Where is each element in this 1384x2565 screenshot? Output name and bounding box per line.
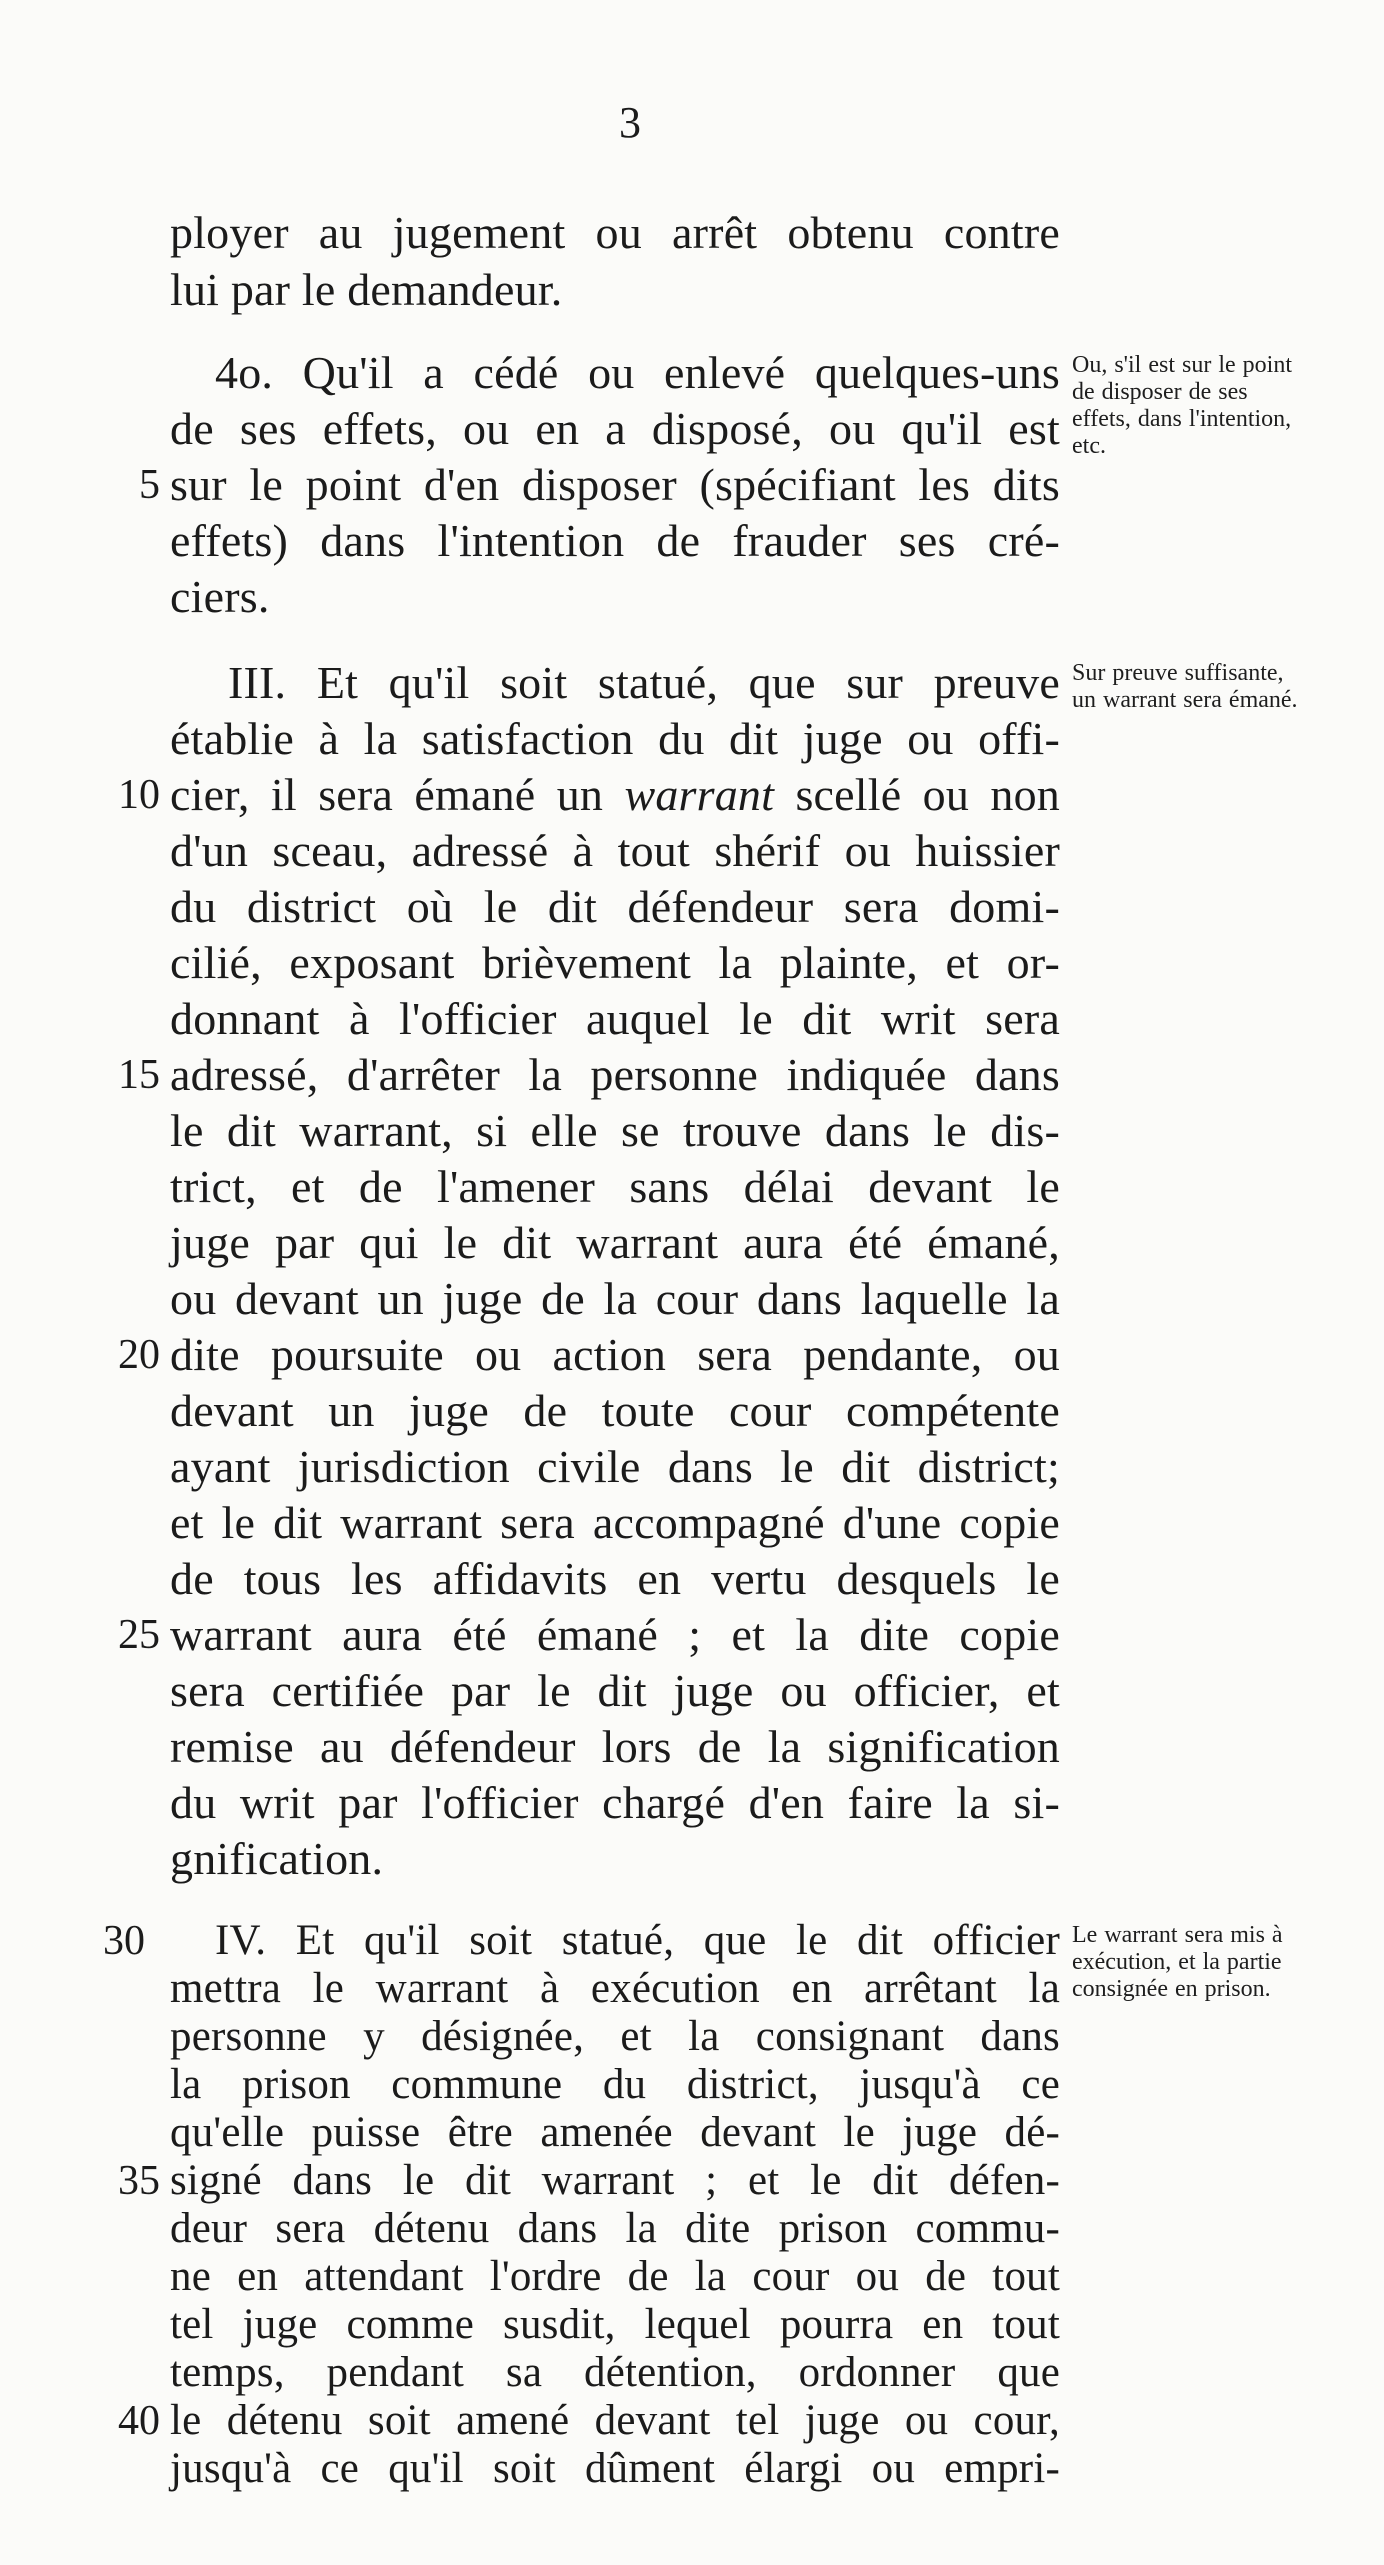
line-number: 30 bbox=[103, 1918, 145, 1964]
text-line: le détenu soit amené devant tel juge ou cour, bbox=[170, 2397, 1060, 2444]
text-line: devant un juge de toute cour compétente bbox=[170, 1385, 1060, 1436]
text-line: deur sera détenu dans la dite prison commu- bbox=[170, 2205, 1060, 2252]
text-line: dite poursuite ou action sera pendante, ou bbox=[170, 1329, 1060, 1380]
line-number: 35 bbox=[118, 2158, 160, 2204]
page-number: 3 bbox=[619, 98, 641, 147]
text-line: lui par le demandeur. bbox=[170, 264, 563, 315]
text-line: jusqu'à ce qu'il soit dûment élargi ou empri- bbox=[170, 2445, 1060, 2492]
text-line: et le dit warrant sera accompagné d'une copie bbox=[170, 1497, 1060, 1548]
text-line: d'un sceau, adressé à tout shérif ou huissier bbox=[170, 825, 1060, 876]
text-line: gnification. bbox=[170, 1833, 384, 1884]
text-line: la prison commune du district, jusqu'à ce bbox=[170, 2061, 1060, 2108]
text-line: signé dans le dit warrant ; et le dit défen- bbox=[170, 2157, 1060, 2204]
text-line: cilié, exposant brièvement la plainte, et or- bbox=[170, 937, 1060, 988]
text-line: cier, il sera émané un warrant scellé ou non bbox=[170, 769, 1061, 820]
line-number: 15 bbox=[118, 1052, 160, 1098]
text-line: temps, pendant sa détention, ordonner que bbox=[170, 2349, 1060, 2396]
text-line: ou devant un juge de la cour dans laquelle la bbox=[170, 1273, 1060, 1324]
text-line: warrant aura été émané ; et la dite copie bbox=[170, 1609, 1060, 1660]
text-line: du writ par l'officier chargé d'en faire la si- bbox=[170, 1777, 1060, 1828]
line-number: 10 bbox=[118, 772, 160, 818]
text-line: établie à la satisfaction du dit juge ou offi- bbox=[170, 713, 1060, 764]
text-line: qu'elle puisse être amenée devant le juge dé- bbox=[170, 2109, 1060, 2156]
marginal-note: Le warrant sera mis à exécution, et la partie consignée en prison. bbox=[1072, 1922, 1283, 2002]
text-line: juge par qui le dit warrant aura été émané, bbox=[170, 1217, 1060, 1268]
text-line: le dit warrant, si elle se trouve dans le dis- bbox=[170, 1105, 1060, 1156]
text-line: du district où le dit défendeur sera domi- bbox=[170, 881, 1060, 932]
text-line: 4o. Qu'il a cédé ou enlevé quelques-uns bbox=[215, 347, 1060, 398]
line-number: 40 bbox=[118, 2398, 160, 2444]
text-line: tel juge comme susdit, lequel pourra en tout bbox=[170, 2301, 1060, 2348]
text-line: III. Et qu'il soit statué, que sur preuve bbox=[228, 657, 1060, 708]
text-line: mettra le warrant à exécution en arrêtant la bbox=[170, 1965, 1060, 2012]
line-number: 5 bbox=[139, 462, 160, 508]
text-line: de ses effets, ou en a disposé, ou qu'il est bbox=[170, 403, 1060, 454]
text-line: ne en attendant l'ordre de la cour ou de tout bbox=[170, 2253, 1060, 2300]
text-line: ayant jurisdiction civile dans le dit district; bbox=[170, 1441, 1060, 1492]
text-line: ciers. bbox=[170, 571, 270, 622]
text-line: effets) dans l'intention de frauder ses cré- bbox=[170, 515, 1060, 566]
text-line: trict, et de l'amener sans délai devant le bbox=[170, 1161, 1060, 1212]
text-line: de tous les affidavits en vertu desquels le bbox=[170, 1553, 1060, 1604]
text-line: sur le point d'en disposer (spécifiant les dits bbox=[170, 459, 1060, 510]
line-number: 25 bbox=[118, 1612, 160, 1658]
line-number: 20 bbox=[118, 1332, 160, 1378]
text-line: sera certifiée par le dit juge ou officier, et bbox=[170, 1665, 1060, 1716]
marginal-note: Ou, s'il est sur le point de disposer de ses effets, dans l'intention, etc. bbox=[1072, 352, 1292, 459]
text-line: ployer au jugement ou arrêt obtenu contre bbox=[170, 207, 1060, 258]
text-line: remise au défendeur lors de la signification bbox=[170, 1721, 1060, 1772]
marginal-note: Sur preuve suffisante, un warrant sera émané. bbox=[1072, 660, 1298, 713]
text-line: IV. Et qu'il soit statué, que le dit officier bbox=[215, 1917, 1060, 1964]
text-line: personne y désignée, et la consignant dans bbox=[170, 2013, 1060, 2060]
text-line: donnant à l'officier auquel le dit writ sera bbox=[170, 993, 1060, 1044]
text-line: adressé, d'arrêter la personne indiquée dans bbox=[170, 1049, 1060, 1100]
